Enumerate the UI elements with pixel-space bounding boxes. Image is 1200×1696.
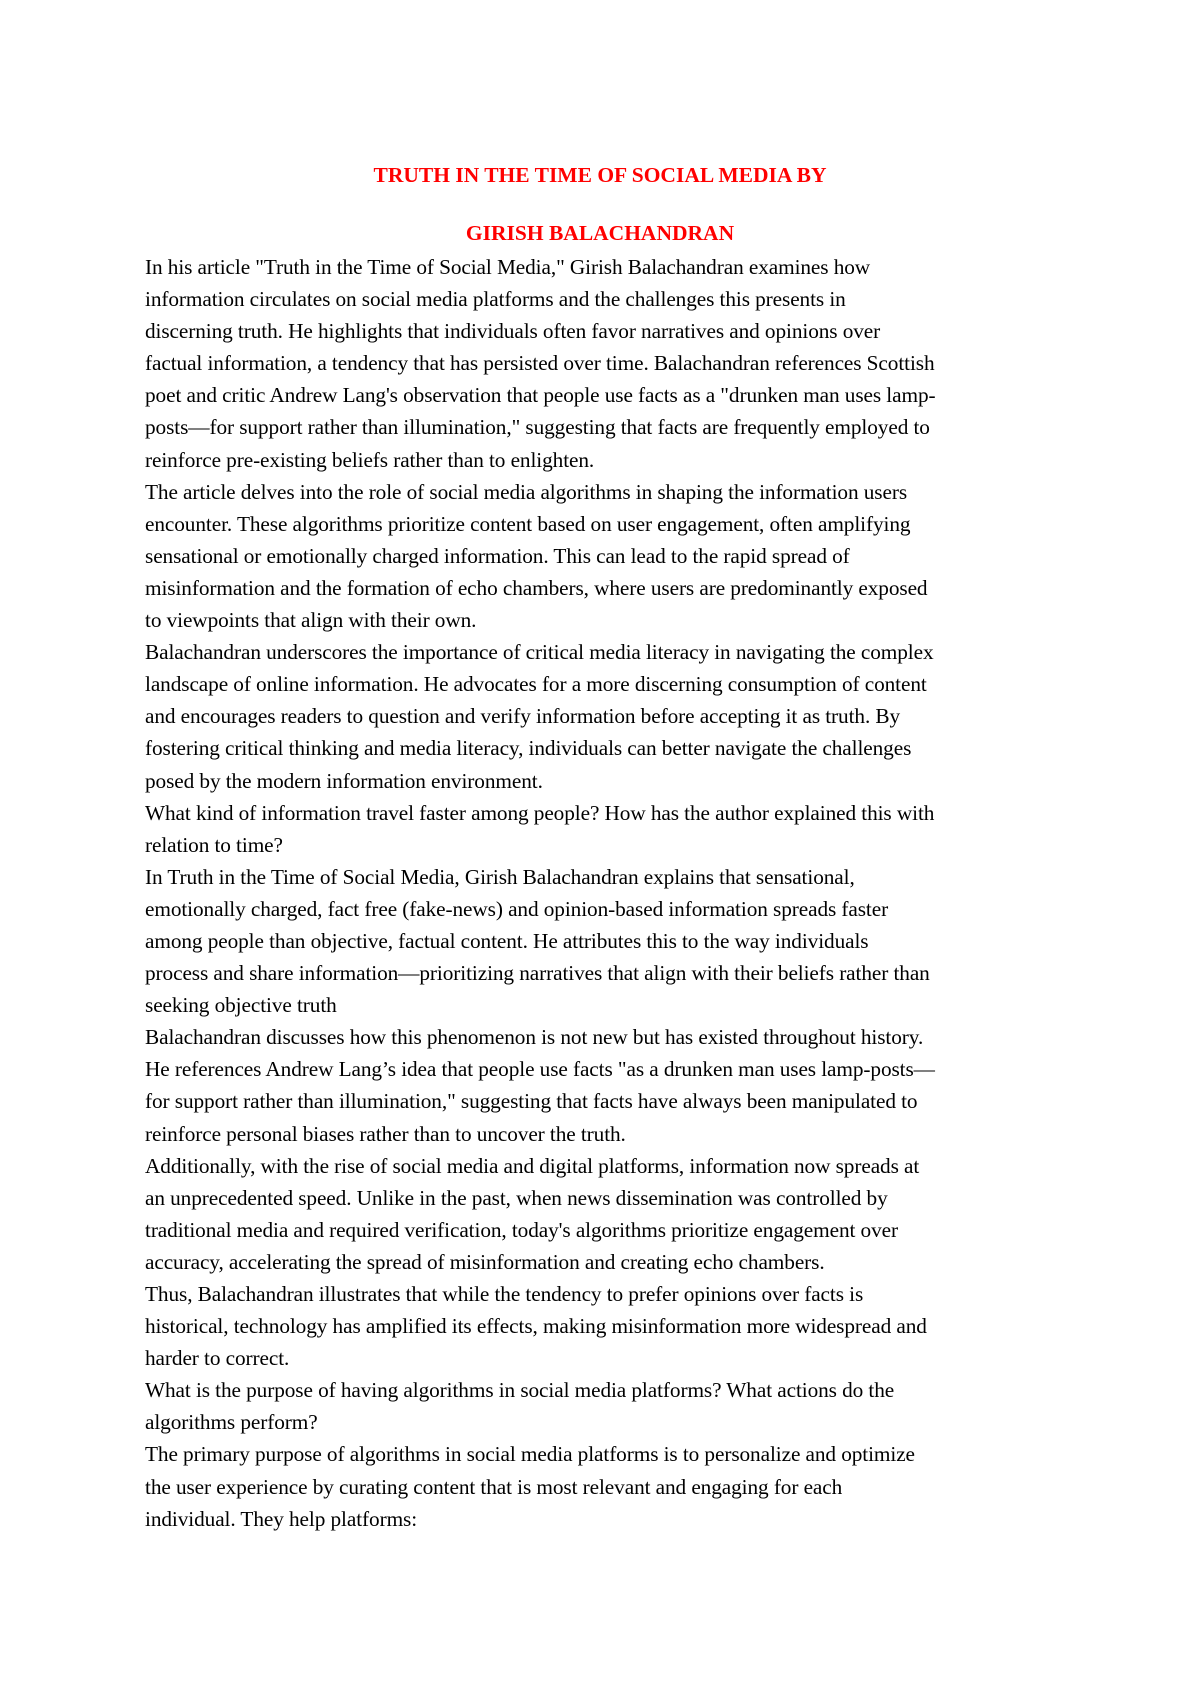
text-line: reinforce pre-existing beliefs rather than to enlighten. bbox=[145, 447, 595, 472]
text-line: individual. They help platforms: bbox=[145, 1506, 418, 1531]
text-line: emotionally charged, fact free (fake-news) and opinion-based information spreads faster bbox=[145, 896, 889, 921]
title-line: GIRISH BALACHANDRAN bbox=[465, 221, 735, 245]
text-line: What kind of information travel faster among people? How has the author explained this with bbox=[145, 800, 935, 825]
text-line: posed by the modern information environment. bbox=[145, 768, 543, 793]
text-line: information circulates on social media platforms and the challenges this presents in bbox=[145, 287, 846, 312]
text-line: encounter. These algorithms prioritize content based on user engagement, often amplifying bbox=[145, 511, 911, 536]
text-line: poet and critic Andrew Lang's observation that people use facts as a "drunken man uses lamp- bbox=[145, 383, 936, 408]
text-line: to viewpoints that align with their own. bbox=[145, 608, 477, 633]
text-line: factual information, a tendency that has persisted over time. Balachandran references Scottish bbox=[145, 351, 935, 376]
text-line: misinformation and the formation of echo chambers, where users are predominantly exposed bbox=[145, 575, 928, 600]
text-line: The article delves into the role of social media algorithms in shaping the information users bbox=[145, 479, 908, 504]
text-line: The primary purpose of algorithms in social media platforms is to personalize and optimize bbox=[145, 1442, 915, 1467]
text-line: seeking objective truth bbox=[145, 993, 337, 1018]
text-line: Thus, Balachandran illustrates that while the tendency to prefer opinions over facts is bbox=[145, 1282, 864, 1306]
text-line: landscape of online information. He advocates for a more discerning consumption of content bbox=[145, 672, 927, 697]
text-line: among people than objective, factual content. He attributes this to the way individuals bbox=[145, 928, 869, 953]
text-line: sensational or emotionally charged information. This can lead to the rapid spread of bbox=[145, 543, 850, 568]
text-line: accuracy, accelerating the spread of misinformation and creating echo chambers. bbox=[145, 1249, 825, 1274]
text-line: What is the purpose of having algorithms in social media platforms? What actions do the bbox=[145, 1378, 895, 1403]
text-line: harder to correct. bbox=[145, 1346, 290, 1371]
text-line: fostering critical thinking and media literacy, individuals can better navigate the challenges bbox=[145, 736, 912, 761]
text-line: Balachandran underscores the importance of critical media literacy in navigating the complex bbox=[145, 640, 934, 665]
text-line: for support rather than illumination," suggesting that facts have always been manipulated to bbox=[145, 1089, 918, 1114]
text-line: the user experience by curating content that is most relevant and engaging for each bbox=[145, 1474, 843, 1499]
text-line: He references Andrew Lang’s idea that people use facts "as a drunken man uses lamp-posts— bbox=[145, 1057, 935, 1082]
text-line: posts—for support rather than illumination," suggesting that facts are frequently employed to bbox=[145, 415, 930, 440]
document-body bbox=[145, 251, 1070, 1535]
text-line: traditional media and required verification, today's algorithms prioritize engagement over bbox=[145, 1217, 898, 1242]
title-line: TRUTH IN THE TIME OF SOCIAL MEDIA BY bbox=[373, 163, 827, 187]
text-line: algorithms perform? bbox=[145, 1410, 318, 1435]
text-line: discerning truth. He highlights that individuals often favor narratives and opinions over bbox=[145, 319, 881, 344]
text-line: process and share information—prioritizing narratives that align with their beliefs rather than bbox=[145, 961, 930, 986]
text-line: In Truth in the Time of Social Media, Girish Balachandran explains that sensational, bbox=[145, 864, 855, 889]
text-line: reinforce personal biases rather than to uncover the truth. bbox=[145, 1121, 626, 1146]
text-line: an unprecedented speed. Unlike in the past, when news dissemination was controlled by bbox=[145, 1185, 888, 1210]
text-line: Additionally, with the rise of social media and digital platforms, information now spreads at bbox=[145, 1153, 920, 1178]
text-line: and encourages readers to question and verify information before accepting it as truth. By bbox=[145, 704, 901, 729]
text-line: In his article "Truth in the Time of Social Media," Girish Balachandran examines how bbox=[145, 255, 871, 279]
text-line: historical, technology has amplified its effects, making misinformation more widespread and bbox=[145, 1314, 927, 1339]
text-line: relation to time? bbox=[145, 832, 283, 857]
text-line: Balachandran discusses how this phenomenon is not new but has existed throughout history. bbox=[145, 1025, 924, 1050]
document-title bbox=[0, 146, 1200, 262]
